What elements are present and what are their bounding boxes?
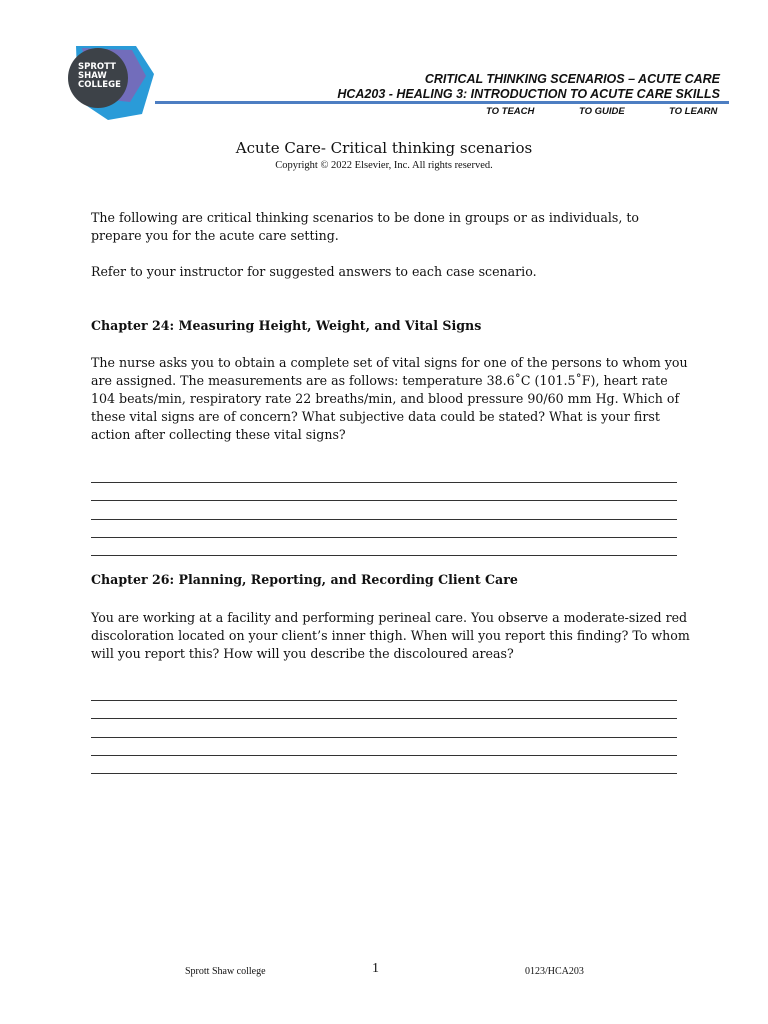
- chapter-26-answer-area[interactable]: [91, 683, 677, 774]
- answer-line[interactable]: [91, 756, 677, 774]
- page-number: 1: [372, 961, 379, 976]
- answer-line[interactable]: [91, 501, 677, 519]
- instructor-note: Refer to your instructor for suggested answers to each case scenario.: [91, 264, 537, 279]
- answer-line[interactable]: [91, 483, 677, 501]
- chapter-24-scenario: The nurse asks you to obtain a complete set of vital signs for one of the persons to whom you are assigned. The measurements are as follows: temperature 38.6˚C (101.5˚F), heart rate 104 beats/min, respiratory rate 22 breaths/min, and blood pressure 90/60 mm Hg. Which of these vital signs are of concern? What subjective data could be stated? What is your first action after collecting these vital signs?: [91, 355, 688, 442]
- answer-line[interactable]: [91, 738, 677, 756]
- logo-text: SPROTT SHAW COLLEGE: [78, 62, 121, 90]
- chapter-24-heading: Chapter 24: Measuring Height, Weight, and Vital Signs: [91, 318, 482, 333]
- chapter-24-answer-area[interactable]: [91, 465, 677, 556]
- footer-college: Sprott Shaw college: [185, 966, 266, 977]
- answer-line[interactable]: [91, 683, 677, 701]
- intro-paragraph: The following are critical thinking scenarios to be done in groups or as individuals, to prepare you for the acute care setting.: [91, 210, 640, 243]
- document-title: Acute Care- Critical thinking scenarios: [235, 139, 533, 157]
- answer-line[interactable]: [91, 719, 677, 737]
- answer-line[interactable]: [91, 465, 677, 483]
- header-course: HCA203 - HEALING 3: INTRODUCTION TO ACUTE CARE SKILLS: [337, 87, 720, 101]
- copyright-notice: Copyright © 2022 Elsevier, Inc. All rights reserved.: [275, 160, 493, 171]
- answer-line[interactable]: [91, 701, 677, 719]
- header-rule: [155, 101, 729, 104]
- motto-teach: TO TEACH: [486, 106, 535, 117]
- answer-line[interactable]: [91, 538, 677, 556]
- chapter-26-scenario: You are working at a facility and performing perineal care. You observe a moderate-sized red discoloration located on your client’s inner thigh. When will you report this finding? To whom will you report this? How will you describe the discoloured areas?: [91, 610, 690, 661]
- motto-guide: TO GUIDE: [579, 106, 625, 117]
- motto-learn: TO LEARN: [669, 106, 718, 117]
- answer-line[interactable]: [91, 520, 677, 538]
- chapter-26-heading: Chapter 26: Planning, Reporting, and Recording Client Care: [91, 572, 518, 587]
- footer-course-code: 0123/HCA203: [525, 966, 584, 977]
- header-title: CRITICAL THINKING SCENARIOS – ACUTE CARE: [424, 72, 720, 86]
